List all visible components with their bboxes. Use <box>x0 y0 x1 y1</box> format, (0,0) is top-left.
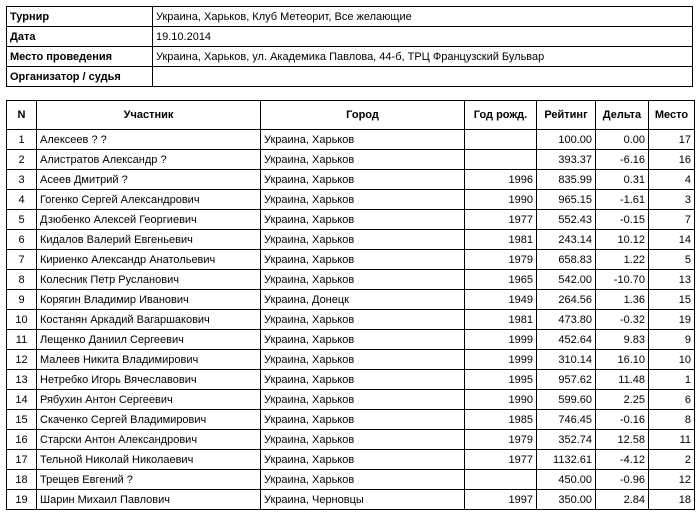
cell-place: 12 <box>649 470 695 490</box>
table-row <box>7 170 695 190</box>
table-row <box>7 310 695 330</box>
table-row <box>7 330 695 350</box>
cell-city: Украина, Харьков <box>261 390 465 410</box>
cell-rating: 552.43 <box>537 210 596 230</box>
cell-number: 17 <box>7 450 37 470</box>
cell-place: 15 <box>649 290 695 310</box>
cell-birth-year: 1949 <box>465 290 537 310</box>
cell-city: Украина, Харьков <box>261 330 465 350</box>
cell-place: 5 <box>649 250 695 270</box>
cell-delta: 0.00 <box>596 130 649 150</box>
cell-number: 2 <box>7 150 37 170</box>
cell-place: 3 <box>649 190 695 210</box>
cell-rating: 473.80 <box>537 310 596 330</box>
cell-participant: Нетребко Игорь Вячеславович <box>37 370 261 390</box>
cell-participant: Шарин Михаил Павлович <box>37 490 261 510</box>
table-row <box>7 130 695 150</box>
cell-birth-year: 1996 <box>465 170 537 190</box>
cell-participant: Скаченко Сергей Владимирович <box>37 410 261 430</box>
info-row <box>7 7 693 27</box>
cell-rating: 957.62 <box>537 370 596 390</box>
col-header-rating: Рейтинг <box>537 101 596 130</box>
cell-rating: 243.14 <box>537 230 596 250</box>
cell-place: 9 <box>649 330 695 350</box>
cell-number: 14 <box>7 390 37 410</box>
cell-birth-year: 1999 <box>465 350 537 370</box>
table-row <box>7 290 695 310</box>
cell-city: Украина, Харьков <box>261 310 465 330</box>
table-row <box>7 410 695 430</box>
cell-number: 7 <box>7 250 37 270</box>
cell-participant: Тельной Николай Николаевич <box>37 450 261 470</box>
cell-birth-year: 1995 <box>465 370 537 390</box>
cell-participant: Алексеев ? ? <box>37 130 261 150</box>
cell-birth-year: 1965 <box>465 270 537 290</box>
col-header-birth-year: Год рожд. <box>465 101 537 130</box>
table-row <box>7 470 695 490</box>
cell-delta: 16.10 <box>596 350 649 370</box>
cell-participant: Алистратов Александр ? <box>37 150 261 170</box>
cell-place: 18 <box>649 490 695 510</box>
cell-participant: Кидалов Валерий Евгеньевич <box>37 230 261 250</box>
cell-rating: 965.15 <box>537 190 596 210</box>
cell-city: Украина, Донецк <box>261 290 465 310</box>
cell-delta: -0.15 <box>596 210 649 230</box>
table-row <box>7 350 695 370</box>
cell-rating: 835.99 <box>537 170 596 190</box>
cell-number: 3 <box>7 170 37 190</box>
cell-rating: 658.83 <box>537 250 596 270</box>
col-header-participant: Участник <box>37 101 261 130</box>
info-value: Украина, Харьков, ул. Академика Павлова, 44-б, ТРЦ Французский Бульвар <box>153 47 693 67</box>
col-header-delta: Дельта <box>596 101 649 130</box>
cell-rating: 452.64 <box>537 330 596 350</box>
info-label: Дата <box>7 27 153 47</box>
cell-birth-year: 1985 <box>465 410 537 430</box>
cell-rating: 542.00 <box>537 270 596 290</box>
cell-delta: 2.25 <box>596 390 649 410</box>
cell-birth-year: 1990 <box>465 190 537 210</box>
info-value <box>153 67 693 87</box>
cell-participant: Рябухин Антон Сергеевич <box>37 390 261 410</box>
cell-rating: 350.00 <box>537 490 596 510</box>
cell-delta: -4.12 <box>596 450 649 470</box>
table-row <box>7 210 695 230</box>
cell-place: 1 <box>649 370 695 390</box>
cell-delta: -0.96 <box>596 470 649 490</box>
cell-number: 6 <box>7 230 37 250</box>
col-header-number: N <box>7 101 37 130</box>
info-label: Место проведения <box>7 47 153 67</box>
cell-place: 19 <box>649 310 695 330</box>
col-header-city: Город <box>261 101 465 130</box>
cell-participant: Старски Антон Александрович <box>37 430 261 450</box>
cell-delta: 1.22 <box>596 250 649 270</box>
cell-rating: 264.56 <box>537 290 596 310</box>
cell-participant: Колесник Петр Русланович <box>37 270 261 290</box>
cell-birth-year: 1977 <box>465 210 537 230</box>
cell-participant: Дзюбенко Алексей Георгиевич <box>37 210 261 230</box>
cell-place: 8 <box>649 410 695 430</box>
cell-city: Украина, Харьков <box>261 370 465 390</box>
cell-birth-year: 1979 <box>465 250 537 270</box>
cell-delta: 9.83 <box>596 330 649 350</box>
cell-birth-year: 1999 <box>465 330 537 350</box>
cell-city: Украина, Харьков <box>261 230 465 250</box>
cell-delta: 0.31 <box>596 170 649 190</box>
table-row <box>7 390 695 410</box>
table-row <box>7 370 695 390</box>
cell-participant: Асеев Дмитрий ? <box>37 170 261 190</box>
cell-city: Украина, Харьков <box>261 270 465 290</box>
cell-number: 4 <box>7 190 37 210</box>
cell-delta: -1.61 <box>596 190 649 210</box>
cell-city: Украина, Черновцы <box>261 490 465 510</box>
cell-city: Украина, Харьков <box>261 250 465 270</box>
info-value: Украина, Харьков, Клуб Метеорит, Все желающие <box>153 7 693 27</box>
cell-delta: -10.70 <box>596 270 649 290</box>
cell-delta: 12.58 <box>596 430 649 450</box>
cell-birth-year: 1997 <box>465 490 537 510</box>
cell-birth-year: 1977 <box>465 450 537 470</box>
cell-city: Украина, Харьков <box>261 430 465 450</box>
cell-birth-year <box>465 150 537 170</box>
cell-rating: 352.74 <box>537 430 596 450</box>
cell-place: 11 <box>649 430 695 450</box>
table-row <box>7 490 695 510</box>
info-label: Организатор / судья <box>7 67 153 87</box>
cell-city: Украина, Харьков <box>261 210 465 230</box>
table-row <box>7 150 695 170</box>
cell-city: Украина, Харьков <box>261 150 465 170</box>
cell-birth-year: 1990 <box>465 390 537 410</box>
cell-place: 17 <box>649 130 695 150</box>
tournament-info-table <box>6 6 693 87</box>
cell-place: 16 <box>649 150 695 170</box>
cell-number: 11 <box>7 330 37 350</box>
cell-participant: Лещенко Даниил Сергеевич <box>37 330 261 350</box>
cell-rating: 1132.61 <box>537 450 596 470</box>
cell-place: 2 <box>649 450 695 470</box>
cell-place: 7 <box>649 210 695 230</box>
info-value: 19.10.2014 <box>153 27 693 47</box>
cell-delta: 2.84 <box>596 490 649 510</box>
cell-rating: 450.00 <box>537 470 596 490</box>
table-row <box>7 250 695 270</box>
table-row <box>7 430 695 450</box>
cell-number: 16 <box>7 430 37 450</box>
cell-place: 4 <box>649 170 695 190</box>
cell-participant: Гогенко Сергей Александрович <box>37 190 261 210</box>
cell-rating: 393.37 <box>537 150 596 170</box>
cell-number: 13 <box>7 370 37 390</box>
cell-delta: -0.16 <box>596 410 649 430</box>
cell-birth-year <box>465 470 537 490</box>
cell-number: 18 <box>7 470 37 490</box>
cell-participant: Корягин Владимир Иванович <box>37 290 261 310</box>
table-row <box>7 270 695 290</box>
cell-delta: 10.12 <box>596 230 649 250</box>
cell-rating: 100.00 <box>537 130 596 150</box>
results-table <box>6 100 695 510</box>
cell-number: 8 <box>7 270 37 290</box>
cell-participant: Малеев Никита Владимирович <box>37 350 261 370</box>
cell-city: Украина, Харьков <box>261 130 465 150</box>
cell-number: 12 <box>7 350 37 370</box>
info-label: Турнир <box>7 7 153 27</box>
col-header-place: Место <box>649 101 695 130</box>
cell-city: Украина, Харьков <box>261 450 465 470</box>
cell-place: 6 <box>649 390 695 410</box>
cell-place: 13 <box>649 270 695 290</box>
cell-participant: Трещев Евгений ? <box>37 470 261 490</box>
cell-number: 19 <box>7 490 37 510</box>
cell-birth-year <box>465 130 537 150</box>
cell-city: Украина, Харьков <box>261 410 465 430</box>
cell-number: 9 <box>7 290 37 310</box>
cell-delta: -6.16 <box>596 150 649 170</box>
cell-place: 14 <box>649 230 695 250</box>
cell-city: Украина, Харьков <box>261 170 465 190</box>
cell-number: 1 <box>7 130 37 150</box>
cell-birth-year: 1981 <box>465 310 537 330</box>
cell-number: 5 <box>7 210 37 230</box>
cell-birth-year: 1979 <box>465 430 537 450</box>
cell-birth-year: 1981 <box>465 230 537 250</box>
cell-city: Украина, Харьков <box>261 190 465 210</box>
cell-number: 15 <box>7 410 37 430</box>
info-row <box>7 67 693 87</box>
cell-city: Украина, Харьков <box>261 470 465 490</box>
info-row <box>7 47 693 67</box>
cell-rating: 599.60 <box>537 390 596 410</box>
cell-place: 10 <box>649 350 695 370</box>
table-row <box>7 230 695 250</box>
cell-number: 10 <box>7 310 37 330</box>
cell-delta: -0.32 <box>596 310 649 330</box>
cell-participant: Кириенко Александр Анатольевич <box>37 250 261 270</box>
cell-rating: 310.14 <box>537 350 596 370</box>
cell-delta: 11.48 <box>596 370 649 390</box>
results-header-row <box>7 101 695 130</box>
table-row <box>7 190 695 210</box>
cell-delta: 1.36 <box>596 290 649 310</box>
cell-rating: 746.45 <box>537 410 596 430</box>
table-row <box>7 450 695 470</box>
cell-city: Украина, Харьков <box>261 350 465 370</box>
cell-participant: Костанян Аркадий Вагаршакович <box>37 310 261 330</box>
info-row <box>7 27 693 47</box>
